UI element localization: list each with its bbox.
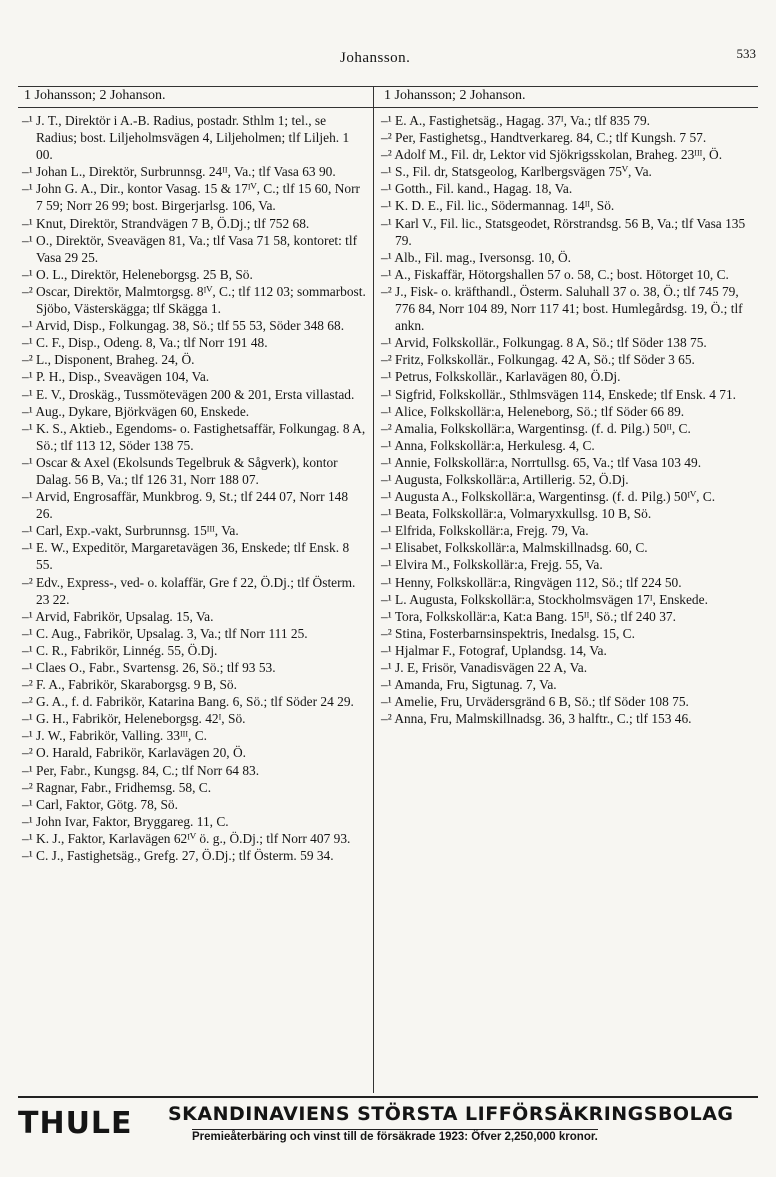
directory-entry: –¹ Claes O., Fabr., Svartensg. 26, Sö.; tlf 93 53.	[22, 660, 276, 675]
directory-entry: –¹ Elisabet, Folkskollär:a, Malmskillnadsg. 60, C.	[381, 540, 648, 556]
directory-entry: –¹ A., Fiskaffär, Hötorgshallen 57 o. 58, C.; bost. Hötorget 10, C.	[381, 266, 729, 282]
directory-entry: –² Fritz, Folkskollär., Folkungag. 42 A, Sö.; tlf Söder 3 65.	[381, 352, 695, 368]
ad-slogan: SKANDINAVIENS STÖRSTA LIFFÖRSÄKRINGSBOLAG	[168, 1103, 734, 1125]
directory-entry: –¹ Annie, Folkskollär:a, Norrtullsg. 65, Va.; tlf Vasa 103 49.	[381, 454, 702, 470]
directory-entry: –¹ John G. A., Dir., kontor Vasag. 15 & 17ᴵⱽ, C.; tlf 15 60, Norr 7 59; Norr 26 99; bost. Birgerjarlsg. 106, Va.	[22, 181, 360, 214]
directory-entry: –² Anna, Fru, Malmskillnadsg. 36, 3 halftr., C.; tlf 153 46.	[381, 711, 692, 727]
directory-entry: –¹ Petrus, Folkskollär., Karlavägen 80, Ö.Dj.	[381, 369, 621, 385]
directory-entry: –¹ Carl, Faktor, Götg. 78, Sö.	[22, 796, 178, 812]
directory-entry: –¹ J. W., Fabrikör, Valling. 33ᴵᴵᴵ, C.	[22, 728, 207, 744]
directory-entry: –¹ E. A., Fastighetsäg., Hagag. 37ᴵ, Va.; tlf 835 79.	[381, 113, 651, 128]
directory-entry: –¹ G. H., Fabrikör, Heleneborgsg. 42ᴵ, Sö.	[22, 711, 246, 727]
directory-entry: –¹ Sigfrid, Folkskollär., Sthlmsvägen 114, Enskede; tlf Ensk. 4 71.	[381, 386, 737, 402]
directory-entry: –² Edv., Express-, ved- o. kolaffär, Gre f 22, Ö.Dj.; tlf Österm. 23 22.	[22, 574, 356, 607]
column-head-right: 1 Johansson; 2 Johanson.	[384, 88, 526, 103]
directory-entry: –² G. A., f. d. Fabrikör, Katarina Bang. 6, Sö.; tlf Söder 24 29.	[22, 694, 354, 710]
directory-entry: –¹ P. H., Disp., Sveavägen 104, Va.	[22, 369, 210, 385]
directory-entry: –¹ Henny, Folkskollär:a, Ringvägen 112, Sö.; tlf 224 50.	[381, 574, 682, 590]
directory-entry: –¹ Alice, Folkskollär:a, Heleneborg, Sö.; tlf Söder 66 89.	[381, 403, 685, 419]
directory-entry: –² J., Fisk- o. kräfthandl., Österm. Saluhall 37 o. 38, Ö.; tlf 745 79, 776 84, Norr 104 89, Norr 117 41; bost. Humlegårdsg. 19, Ö.; tlf ankn.	[381, 283, 743, 334]
directory-entry: –¹ Aug., Dykare, Björkvägen 60, Enskede.	[22, 403, 250, 419]
directory-entry: –¹ Beata, Folkskollär:a, Volmaryxkullsg. 10 B, Sö.	[381, 506, 652, 522]
directory-entry: –¹ Gotth., Fil. kand., Hagag. 18, Va.	[381, 181, 573, 197]
column-heads	[18, 86, 758, 108]
directory-entry: –¹ Arvid, Folkskollär., Folkungag. 8 A, Sö.; tlf Söder 138 75.	[381, 335, 707, 351]
directory-entry: –¹ Carl, Exp.-vakt, Surbrunnsg. 15ᴵᴵᴵ, Va.	[22, 523, 239, 539]
directory-entry: –¹ Alb., Fil. mag., Iversonsg. 10, Ö.	[381, 249, 571, 265]
directory-entry: –² Amalia, Folkskollär:a, Wargentinsg. (f. d. Pilg.) 50ᴵᴵ, C.	[381, 420, 691, 436]
directory-entry: –¹ K. S., Aktieb., Egendoms- o. Fastighetsaffär, Folkungag. 8 A, Sö.; tlf 113 12, Söder 138 75.	[22, 420, 366, 453]
directory-entry: –¹ Anna, Folkskollär:a, Herkulesg. 4, C.	[381, 437, 595, 453]
directory-entry: –¹ C. F., Disp., Odeng. 8, Va.; tlf Norr 191 48.	[22, 335, 268, 351]
directory-entry: –² Oscar, Direktör, Malmtorgsg. 8ᴵⱽ, C.; tlf 112 03; sommarbost. Sjöbo, Västerskägga; tlf Skägga 1.	[22, 283, 366, 317]
right-column	[381, 112, 753, 727]
directory-entry: –¹ Amelie, Fru, Urvädersgränd 6 B, Sö.; tlf Söder 108 75.	[381, 694, 689, 710]
column-divider	[373, 86, 374, 1093]
directory-entry: –¹ E. V., Droskäg., Tussmötevägen 200 & 201, Ersta villastad.	[22, 386, 355, 402]
directory-entry: –¹ Tora, Folkskollär:a, Kat:a Bang. 15ᴵᴵ, Sö.; tlf 240 37.	[381, 608, 676, 624]
directory-entry: –¹ Oscar & Axel (Ekolsunds Tegelbruk & Sågverk), kontor Dalag. 56 B, Va.; tlf 126 31, Norr 188 07.	[22, 454, 338, 487]
directory-entry: –¹ E. W., Expeditör, Margaretavägen 36, Enskede; tlf Ensk. 8 55.	[22, 540, 350, 573]
directory-entry: –¹ K. D. E., Fil. lic., Södermannag. 14ᴵᴵ, Sö.	[381, 198, 615, 214]
directory-entry: –¹ Per, Fabr., Kungsg. 84, C.; tlf Norr 64 83.	[22, 762, 260, 778]
directory-entry: –¹ K. J., Faktor, Karlavägen 62ᴵⱽ ö. g., Ö.Dj.; tlf Norr 407 93.	[22, 830, 351, 846]
directory-entry: –² L., Disponent, Braheg. 24, Ö.	[22, 352, 195, 368]
directory-entry: –¹ O., Direktör, Sveavägen 81, Va.; tlf Vasa 71 58, kontoret: tlf Vasa 29 25.	[22, 232, 358, 265]
directory-entry: –¹ Arvid, Fabrikör, Upsalag. 15, Va.	[22, 608, 214, 624]
directory-entry: –¹ Arvid, Engrosaffär, Munkbrog. 9, St.; tlf 244 07, Norr 148 26.	[22, 489, 349, 522]
directory-entry: –¹ Knut, Direktör, Strandvägen 7 B, Ö.Dj.; tlf 752 68.	[22, 215, 310, 231]
directory-entry: –¹ John Ivar, Faktor, Bryggareg. 11, C.	[22, 813, 229, 829]
directory-entry: –¹ C. R., Fabrikör, Linnég. 55, Ö.Dj.	[22, 642, 218, 658]
ad-subline: Premieåterbäring och vinst till de försäkrade 1923: Öfver 2,250,000 kronor.	[192, 1131, 598, 1143]
advertisement	[18, 1096, 758, 1146]
directory-entry: –¹ J. T., Direktör i A.-B. Radius, postadr. Sthlm 1; tel., se Radius; bost. Liljeholmsvägen 4, Liljeholmen; tlf Liljeh. 1 00.	[22, 113, 350, 163]
directory-entry: –¹ S., Fil. dr, Statsgeolog, Karlbergsvägen 75ⱽ, Va.	[381, 164, 652, 180]
ad-logo: THULE	[18, 1106, 133, 1141]
directory-entry: –¹ Elfrida, Folkskollär:a, Frejg. 79, Va.	[381, 523, 589, 539]
page-header	[0, 46, 776, 70]
directory-entry: –² Adolf M., Fil. dr, Lektor vid Sjökrigsskolan, Braheg. 23ᴵᴵᴵ, Ö.	[381, 147, 723, 163]
directory-entry: –² F. A., Fabrikör, Skaraborgsg. 9 B, Sö.	[22, 677, 237, 693]
left-column	[22, 112, 368, 864]
directory-entry: –¹ J. E, Frisör, Vanadisvägen 22 A, Va.	[381, 660, 588, 675]
directory-entry: –¹ L. Augusta, Folkskollär:a, Stockholmsvägen 17ᴵ, Enskede.	[381, 591, 708, 607]
directory-entry: –¹ Arvid, Disp., Folkungag. 38, Sö.; tlf 55 53, Söder 348 68.	[22, 318, 345, 334]
page-number: 533	[736, 46, 756, 61]
directory-entry: –² Ragnar, Fabr., Fridhemsg. 58, C.	[22, 779, 212, 795]
directory-entry: –¹ Elvira M., Folkskollär:a, Frejg. 55, Va.	[381, 557, 603, 573]
directory-entry: –¹ Johan L., Direktör, Surbrunnsg. 24ᴵᴵ, Va.; tlf Vasa 63 90.	[22, 164, 336, 180]
directory-entry: –¹ C. J., Fastighetsäg., Grefg. 27, Ö.Dj.; tlf Österm. 59 34.	[22, 848, 334, 864]
directory-entry: –¹ O. L., Direktör, Heleneborgsg. 25 B, Sö.	[22, 266, 253, 282]
directory-entry: –¹ Augusta A., Folkskollär:a, Wargentinsg. (f. d. Pilg.) 50ᴵⱽ, C.	[381, 489, 716, 505]
directory-entry: –¹ C. Aug., Fabrikör, Upsalag. 3, Va.; tlf Norr 111 25.	[22, 625, 308, 641]
directory-entry: –² O. Harald, Fabrikör, Karlavägen 20, Ö.	[22, 745, 246, 761]
directory-entry: –² Per, Fastighetsg., Handtverkareg. 84, C.; tlf Kungsh. 7 57.	[381, 130, 707, 146]
running-title: Johansson.	[340, 50, 411, 66]
directory-entry: –¹ Karl V., Fil. lic., Statsgeodet, Rörstrandsg. 56 B, Va.; tlf Vasa 135 79.	[381, 215, 746, 248]
directory-entry: –¹ Hjalmar F., Fotograf, Uplandsg. 14, Va.	[381, 642, 607, 658]
directory-entry: –¹ Augusta, Folkskollär:a, Artillerig. 52, Ö.Dj.	[381, 471, 629, 487]
directory-entry: –² Stina, Fosterbarnsinspektris, Inedalsg. 15, C.	[381, 625, 635, 641]
column-head-left: 1 Johansson; 2 Johanson.	[24, 88, 166, 103]
directory-entry: –¹ Amanda, Fru, Sigtunag. 7, Va.	[381, 677, 557, 693]
